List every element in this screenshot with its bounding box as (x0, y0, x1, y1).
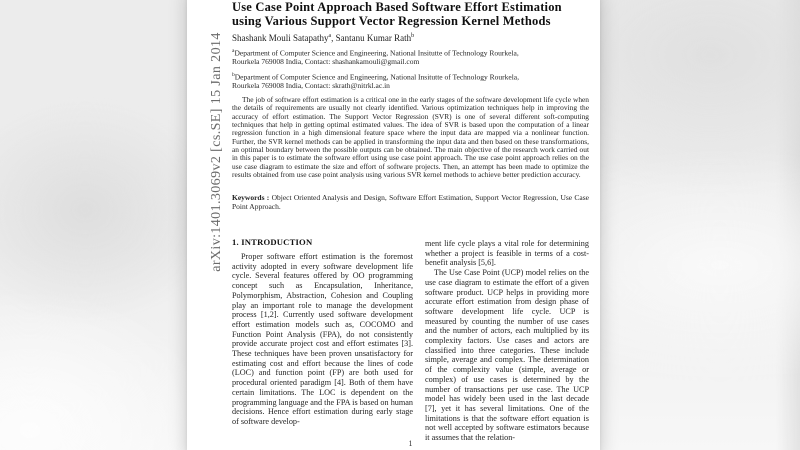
section-heading-introduction: 1. INTRODUCTION (232, 237, 313, 247)
author-1: Shashank Mouli Satapathy (232, 33, 329, 43)
body-column-right (425, 239, 589, 447)
keywords-line (232, 194, 589, 214)
affiliation-a-line-2: Rourkela 769008 India, Contact: shashankamouli@gmail.com (232, 57, 420, 67)
author-2-superscript: b (411, 33, 415, 39)
ucp-paragraph: The Use Case Point (UCP) model relies on the use case diagram to estimate the effort of a given software product. UCP helps in providing more accurate effort estimation from design phase of software development life cycle. UCP is measured by counting the number of use cases and the number of actors, each multiplied by its complexity factors. Use cases and actors are classified into three categories. These include simple, average and complex. The determination of the complexity value (simple, average or complex) of use cases is determined by the number of transactions per use case. The UCP model has widely been used in the last decade [7], yet it has several limitations. One of the limitations is that the software effort equation is not well accepted by software estimators because it assumes that the relation- (425, 268, 589, 443)
affiliation-a-line-1: $^a$Department of Computer Science and Engineering, National Insitutte of Technology Rourkela, (232, 48, 519, 58)
affiliation-b (232, 71, 589, 91)
arxiv-watermark: arXiv:1401.3069v2 [cs.SE] 15 Jan 2014 (209, 32, 224, 272)
paper-title: Use Case Point Approach Based Software Effort Estimation using Various Support Vector Regression Kernel Methods (232, 0, 562, 28)
author-separator: , (331, 33, 336, 43)
affiliation-b-superscript: b (232, 72, 235, 78)
author-1-superscript: a (328, 33, 332, 39)
paper-page (187, 0, 600, 450)
author-2: Santanu Kumar Rath (335, 33, 412, 43)
body-column-left (232, 252, 413, 450)
affiliation-a-superscript: a (232, 48, 235, 54)
page-content (187, 0, 600, 450)
affiliation-b-line-1: $^b$Department of Computer Science and Engineering, National Insitutte of Technology Rourkela, (232, 72, 520, 82)
keywords-text: Object Oriented Analysis and Design, Software Effort Estimation, Support Vector Regression, Use Case Point Approach. (232, 194, 589, 211)
affiliation-b-line-2: Rourkela 769008 India, Contact: skrath@nitrkl.ac.in (232, 81, 390, 91)
intro-paragraph-continuation: ment life cycle plays a vital role for determining whether a project is feasible in terms of a cost-benefit analysis [5,6]. (425, 239, 589, 268)
authors-line (232, 33, 589, 43)
keywords-label: Keywords : (232, 194, 270, 202)
page-number: 1 (408, 439, 413, 448)
affiliation-a (232, 47, 589, 67)
abstract-text: The job of software effort estimation is a critical one in the early stages of the software development life cycle when the details of requirements are usually not clearly identified. Various optimization techniques help in improving the accuracy of effort estimation. The Support Vector Regression (SVR) is one of several different soft-computing techniques that help in getting optimal estimated values. The idea of SVR is based upon the computation of a linear regression function in a high dimensional feature space where the input data are mapped via a nonlinear function. Further, the SVR kernel methods can be applied in transforming the input data and then based on these transformations, an optimal boundary between the possible outputs can be obtained. The main objective of the research work carried out in this paper is to estimate the software effort using use case point approach. The use case point approach relies on the use case diagram to estimate the size and effort of software projects. Then, an attempt has been made to optimize the results obtained from use case point analysis using various SVR kernel methods to achieve better prediction accuracy. (232, 96, 589, 180)
intro-paragraph-left: Proper software effort estimation is the foremost activity adopted in every software development life cycle. Several features offered by OO programming concept such as Encapsulation, Inheritance, Polymorphism, Abstraction, Cohesion and Coupling play an important role to manage the development process [1,2]. Currently used software development effort estimation models such as, COCOMO and Function Point Analysis (FPA), do not consistently provide accurate project cost and effort estimates [3]. These techniques have been proven unsatisfactory for estimating cost and effort because the lines of code (LOC) and function point (FP) are both used for procedural oriented paradigm [4]. Both of them have certain limitations. The LOC is dependent on the programming language and the FPA is based on human decisions. Hence effort estimation during early stage of software develop- (232, 252, 413, 426)
